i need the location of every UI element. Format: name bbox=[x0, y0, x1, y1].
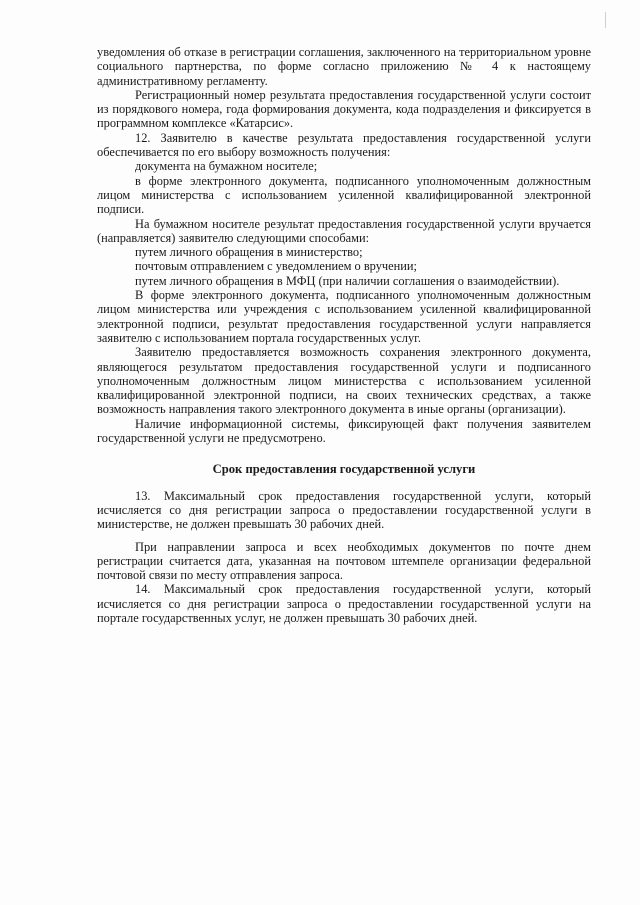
list-item-personal-ministry: путем личного обращения в министерство; bbox=[135, 245, 363, 260]
list-item-postal: почтовым отправлением с уведомлением о вручении; bbox=[135, 259, 417, 274]
paragraph-spacer bbox=[97, 532, 591, 540]
paragraph-item-14: 14. Максимальный срок предоставления государственной услуги, который исчисляется со дня регистрации запроса о предоставлении государственной услуги на портале государственных услуг, не должен превышать 30 рабочих дней. bbox=[97, 582, 591, 625]
list-item-electronic-document: в форме электронного документа, подписанного уполномоченным должностным лицом министерства с использованием усиленной квалифицированной электронной подписи. bbox=[97, 173, 591, 217]
list-item-paper-document: документа на бумажном носителе; bbox=[135, 159, 318, 174]
paragraph-registration-number: Регистрационный номер результата предоставления государственной услуги состоит из порядкового номера, года формирования документа, кода подразделения и фиксируется в программном комплексе «Катарсис». bbox=[97, 87, 591, 131]
document-body bbox=[97, 45, 591, 625]
section-heading: Срок предоставления государственной услуги bbox=[212, 462, 476, 477]
list-item-mfc: путем личного обращения в МФЦ (при наличии соглашения о взаимодействии). bbox=[135, 273, 560, 288]
paragraph-item-13: 13. Максимальный срок предоставления государственной услуги, который исчисляется со дня регистрации запроса о предоставлении государственной услуги в министерстве, не должен превышать 30 рабочих дней. bbox=[97, 488, 591, 532]
scan-edge-mark bbox=[605, 12, 606, 28]
paragraph-item-12: 12. Заявителю в качестве результата предоставления государственной услуги обеспечивается по его выбору возможность получения: bbox=[97, 130, 591, 160]
paragraph-save-electronic: Заявителю предоставляется возможность сохранения электронного документа, являющегося результатом предоставления государственной услуги и подписанного уполномоченным должностным лицом министерства с использованием усиленной квалифицированной электронной подписи, на своих технических средствах, а также возможность направления такого электронного документа в иные органы (организации). bbox=[97, 345, 591, 417]
paragraph-refusal-notice: уведомления об отказе в регистрации соглашения, заключенного на территориальном уровне социального партнерства, по форме согласно приложению № 4 к настоящему административному регламенту. bbox=[97, 45, 591, 88]
paragraph-postal-date: При направлении запроса и всех необходимых документов по почте днем регистрации считается дата, указанная на почтовом штемпеле организации федеральной почтовой связи по месту отправления запроса. bbox=[97, 539, 591, 583]
paragraph-information-system: Наличие информационной системы, фиксирующей факт получения заявителем государственной услуги не предусмотрено. bbox=[97, 416, 591, 446]
paragraph-electronic-delivery: В форме электронного документа, подписанного уполномоченным должностным лицом министерства или учреждения с использованием усиленной квалифицированной электронной подписи, результат предоставления государственной услуги направляется заявителю с использованием портала государственных услуг. bbox=[97, 288, 591, 345]
paragraph-paper-delivery: На бумажном носителе результат предоставления государственной услуги вручается (направляется) заявителю следующими способами: bbox=[97, 216, 591, 245]
